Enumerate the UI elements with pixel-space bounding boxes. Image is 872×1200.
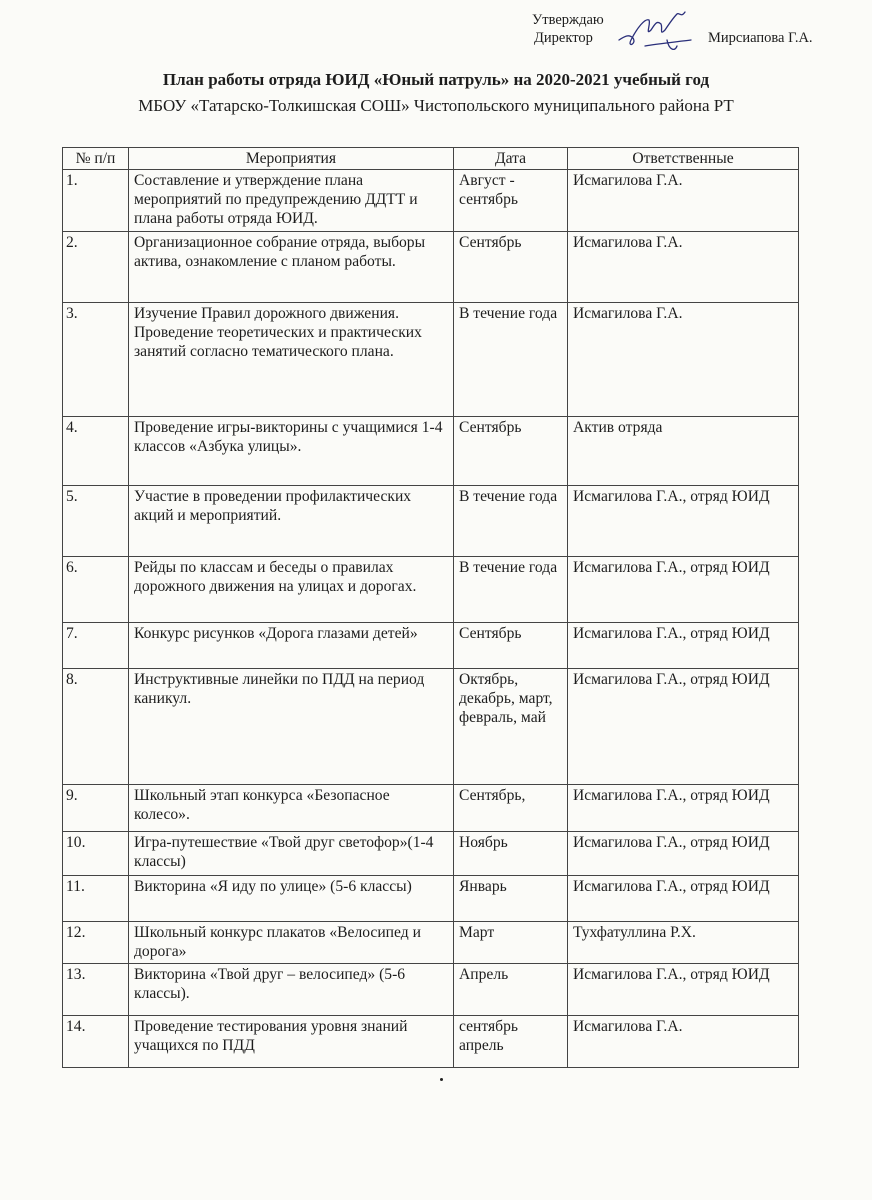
row-num: 13. <box>63 964 129 1016</box>
row-responsible: Актив отряда <box>568 417 799 486</box>
row-responsible: Исмагилова Г.А., отряд ЮИД <box>568 669 799 785</box>
row-event: Викторина «Твой друг – велосипед» (5-6 классы). <box>129 964 454 1016</box>
row-event: Составление и утверждение плана мероприятий по предупреждению ДДТТ и плана работы отряда ЮИД. <box>129 170 454 232</box>
stray-dot <box>440 1078 443 1081</box>
row-event: Школьный конкурс плакатов «Велосипед и дорога» <box>129 922 454 964</box>
row-responsible: Исмагилова Г.А., отряд ЮИД <box>568 486 799 557</box>
row-event: Участие в проведении профилактических акций и мероприятий. <box>129 486 454 557</box>
row-date: Сентябрь <box>454 232 568 303</box>
row-event: Изучение Правил дорожного движения. Проведение теоретических и практических занятий согласно тематического плана. <box>129 303 454 417</box>
row-responsible: Исмагилова Г.А., отряд ЮИД <box>568 623 799 669</box>
row-event: Конкурс рисунков «Дорога глазами детей» <box>129 623 454 669</box>
document-title: План работы отряда ЮИД «Юный патруль» на 2020-2021 учебный год <box>162 70 710 89</box>
row-responsible: Исмагилова Г.А., отряд ЮИД <box>568 876 799 922</box>
table-header-row <box>63 148 799 170</box>
table-row <box>63 876 799 922</box>
row-date: В течение года <box>454 303 568 417</box>
table-row <box>63 232 799 303</box>
row-date: Сентябрь <box>454 417 568 486</box>
row-num: 2. <box>63 232 129 303</box>
table-row <box>63 785 799 832</box>
table-row <box>63 486 799 557</box>
row-num: 3. <box>63 303 129 417</box>
row-date: Январь <box>454 876 568 922</box>
director-name: Мирсиапова Г.А. <box>708 30 813 46</box>
row-num: 7. <box>63 623 129 669</box>
table-row <box>63 1016 799 1068</box>
row-date: Апрель <box>454 964 568 1016</box>
table-row <box>63 623 799 669</box>
row-event: Школьный этап конкурса «Безопасное колесо». <box>129 785 454 832</box>
signature-icon <box>615 10 705 58</box>
header-event: Мероприятия <box>129 148 454 170</box>
row-responsible: Исмагилова Г.А. <box>568 303 799 417</box>
row-date: Август - сентябрь <box>454 170 568 232</box>
row-num: 12. <box>63 922 129 964</box>
row-num: 11. <box>63 876 129 922</box>
director-position: Директор <box>534 30 593 46</box>
table-row <box>63 669 799 785</box>
row-num: 6. <box>63 557 129 623</box>
approve-label: Утверждаю <box>532 12 604 28</box>
table-row <box>63 417 799 486</box>
row-responsible: Исмагилова Г.А., отряд ЮИД <box>568 557 799 623</box>
row-event: Игра-путешествие «Твой друг светофор»(1-4 классы) <box>129 832 454 876</box>
row-date: В течение года <box>454 486 568 557</box>
row-num: 5. <box>63 486 129 557</box>
row-responsible: Исмагилова Г.А. <box>568 232 799 303</box>
row-event: Проведение тестирования уровня знаний учащихся по ПДД <box>129 1016 454 1068</box>
row-date: Октябрь, декабрь, март, февраль, май <box>454 669 568 785</box>
row-date: Март <box>454 922 568 964</box>
table-row <box>63 557 799 623</box>
row-date: Ноябрь <box>454 832 568 876</box>
row-event: Викторина «Я иду по улице» (5-6 классы) <box>129 876 454 922</box>
row-num: 4. <box>63 417 129 486</box>
row-num: 8. <box>63 669 129 785</box>
header-date: Дата <box>454 148 568 170</box>
row-event: Рейды по классам и беседы о правилах дорожного движения на улицах и дорогах. <box>129 557 454 623</box>
approval-block <box>520 10 830 60</box>
header-num: № п/п <box>63 148 129 170</box>
row-num: 14. <box>63 1016 129 1068</box>
row-event: Организационное собрание отряда, выборы актива, ознакомление с планом работы. <box>129 232 454 303</box>
table-row <box>63 964 799 1016</box>
row-num: 9. <box>63 785 129 832</box>
row-responsible: Исмагилова Г.А., отряд ЮИД <box>568 964 799 1016</box>
row-responsible: Исмагилова Г.А. <box>568 1016 799 1068</box>
header-responsible: Ответственные <box>568 148 799 170</box>
table-row <box>63 170 799 232</box>
table-row <box>63 922 799 964</box>
row-num: 1. <box>63 170 129 232</box>
row-responsible: Исмагилова Г.А., отряд ЮИД <box>568 832 799 876</box>
row-responsible: Исмагилова Г.А., отряд ЮИД <box>568 785 799 832</box>
table-row <box>63 832 799 876</box>
plan-table <box>62 147 799 1068</box>
row-responsible: Исмагилова Г.А. <box>568 170 799 232</box>
row-num: 10. <box>63 832 129 876</box>
row-date: Сентябрь <box>454 623 568 669</box>
row-event: Проведение игры-викторины с учащимися 1-4 классов «Азбука улицы». <box>129 417 454 486</box>
row-date: В течение года <box>454 557 568 623</box>
row-event: Инструктивные линейки по ПДД на период каникул. <box>129 669 454 785</box>
row-date: Сентябрь, <box>454 785 568 832</box>
row-date: сентябрь апрель <box>454 1016 568 1068</box>
table-row <box>63 303 799 417</box>
row-responsible: Тухфатуллина Р.Х. <box>568 922 799 964</box>
document-subtitle: МБОУ «Татарско-Толкишская СОШ» Чистопольского муниципального района РТ <box>138 96 734 115</box>
